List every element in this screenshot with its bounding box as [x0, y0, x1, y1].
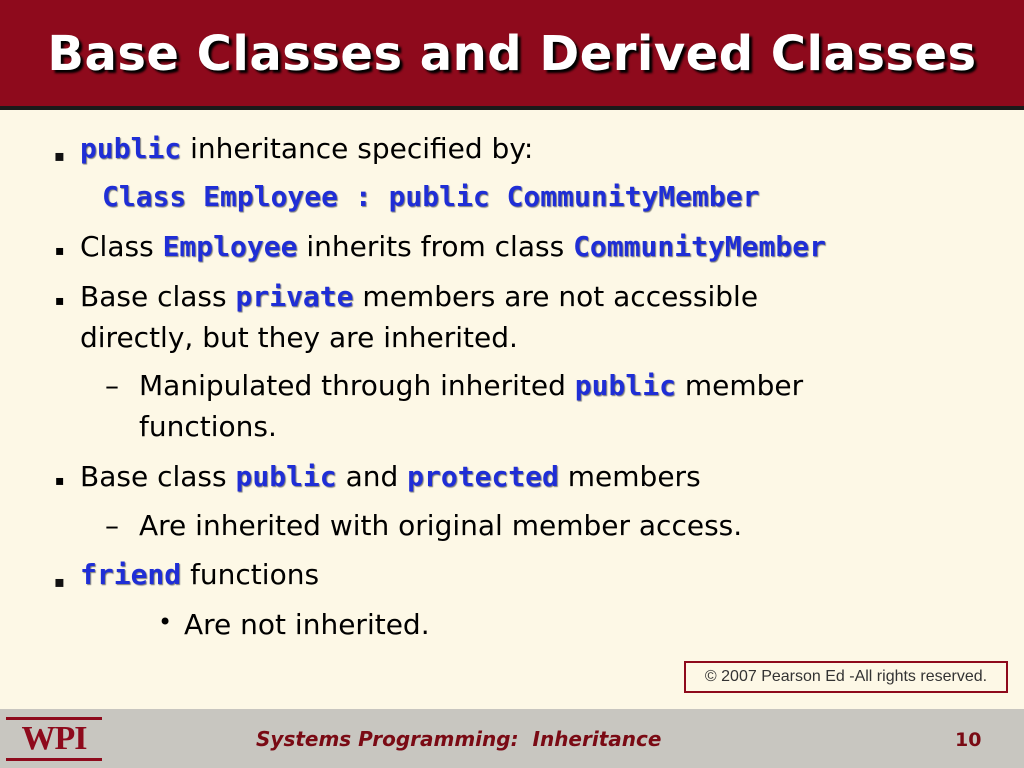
bullet-3-sub-line-2: functions.: [139, 410, 277, 443]
code-communitymember: CommunityMember: [573, 230, 826, 263]
bullet-3-sub-post: member: [684, 369, 804, 402]
code-public: public: [80, 132, 182, 165]
code-friend: friend: [80, 558, 182, 591]
bullet-4-pre: Base class: [80, 460, 227, 493]
sub-bullet-marker: –: [105, 509, 119, 542]
code-public: public: [574, 369, 676, 402]
title-bar: [0, 0, 1024, 110]
bullet-marker: ▪: [55, 243, 65, 259]
slide-title: Base Classes and Derived Classes: [47, 26, 977, 82]
bullet-marker: ▪: [55, 473, 65, 489]
footer-title: Systems Programming: Inheritance: [256, 727, 662, 751]
bullet-1: [80, 132, 533, 165]
sub-bullet-marker: –: [105, 369, 119, 402]
bullet-marker: ▪: [54, 572, 65, 591]
bullet-1-text: inheritance specified by:: [190, 132, 534, 165]
copyright-notice: © 2007 Pearson Ed -All rights reserved.: [684, 661, 1008, 693]
bullet-4: [80, 460, 701, 493]
bullet-marker: ▪: [55, 293, 65, 309]
code-private: private: [235, 280, 354, 313]
code-employee: Employee: [162, 230, 298, 263]
footer-bar: [0, 709, 1024, 768]
wpi-logo: WPI: [6, 717, 102, 761]
bullet-3-sub: [139, 369, 803, 402]
bullet-4-mid: and: [345, 460, 399, 493]
bullet-marker: ▪: [54, 146, 65, 165]
bullet-2-mid: inherits from class: [306, 230, 565, 263]
bullet-4-post: members: [567, 460, 701, 493]
bullet-3-sub-pre: Manipulated through inherited: [139, 369, 566, 402]
bullet-2-pre: Class: [80, 230, 154, 263]
bullet-3-line-2: directly, but they are inherited.: [80, 321, 518, 354]
code-protected: protected: [407, 460, 559, 493]
code-line: Class Employee : public CommunityMember: [102, 180, 760, 213]
page-number: 10: [955, 729, 982, 751]
bullet-5-sub: Are not inherited.: [184, 608, 430, 641]
bullet-3: [80, 280, 758, 313]
code-public: public: [235, 460, 337, 493]
bullet-2: [80, 230, 826, 263]
bullet-3-post: members are not accessible: [362, 280, 759, 313]
bullet-3-pre: Base class: [80, 280, 227, 313]
subsub-bullet-marker: •: [158, 608, 173, 636]
bullet-5-post: functions: [190, 558, 320, 591]
bullet-4-sub: Are inherited with original member access.: [139, 509, 743, 542]
bullet-5: [80, 558, 319, 591]
